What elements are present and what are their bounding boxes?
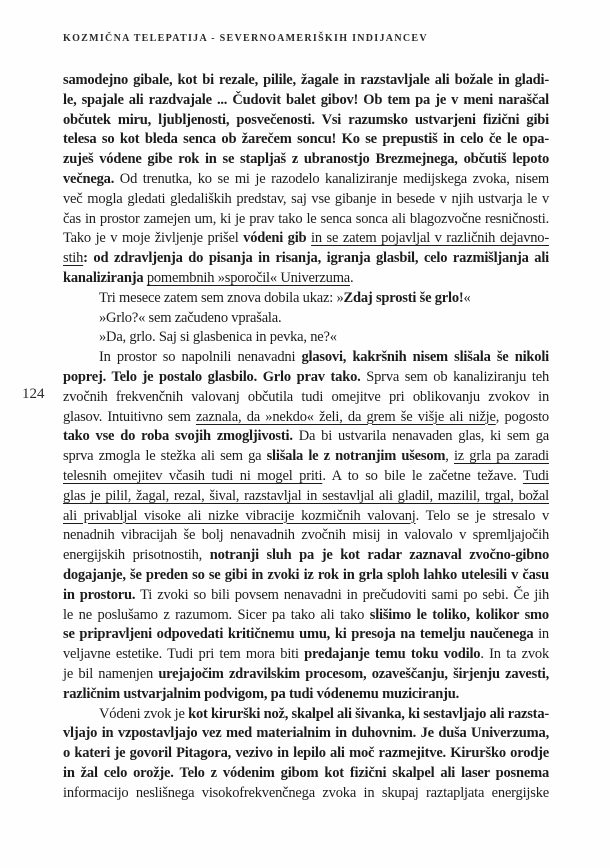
text-line: večnega. Od trenutka, ko se mi je razodelo kanaliziranje medijskega zvoka, nisem — [63, 170, 549, 187]
text-line: vljajo in vzpostavljajo vez med materialnim in duhovnim. Je duša Univerzuma, — [63, 725, 549, 742]
text-line: poprej. Telo je postalo glasbilo. Grlo prav tako. Sprva sem ob kanaliziranju teh — [63, 368, 549, 385]
text-line: in prostoru. Ti zvoki so bili povsem nenavadni in prečudoviti sami po sebi. Če jih — [63, 586, 549, 603]
text-line: Tri mesece zatem sem znova dobila ukaz: »Zdaj sprosti še grlo!« — [99, 289, 471, 306]
text-line: glas je pilil, žagal, rezal, šival, razstavljal in sestavljal ali gladil, mazilil, trgal, božal — [63, 487, 549, 504]
text-line: In prostor so napolnili nenavadni glasovi, kakršnih nisem slišala še nikoli — [99, 349, 550, 366]
text-line: le, spajale ali razdvajale ... Čudovit balet gibov! Ob tem pa je v meni naraščal — [63, 91, 549, 108]
text-line: »Da, grlo. Saj si glasbenica in pevka, ne?« — [99, 329, 337, 346]
text-line: se pripravljeni odpovedati kritičnemu umu, ki presoja na temelju naučenega in — [63, 626, 549, 643]
text-line: energijskih prisotnostih, notranji sluh pa je kot radar zaznaval zvočno-gibno — [63, 547, 549, 564]
text-line: zvočnih frekvenčnih valovanj občutila tudi omejitve pri oblikovanju zvokov in — [63, 388, 549, 405]
text-line: nenadnih vibracijah še bolj nenavadnih zvočnih misij in valovalo v spremljajočih — [63, 527, 549, 544]
text-line: zuješ vódene gibe rok in se stapljaš z ubranostjo Brezmejnega, občutiš lepoto — [63, 151, 549, 168]
text-line: čas in prostor zamejen um, ki je prav tako le senca sonca ali blagozvočne resničnosti. — [63, 210, 549, 227]
body-text — [63, 71, 549, 803]
text-line: več mogla gledati gledaliških predstav, saj vse gibanje in besede v njih ustvarja le v — [63, 190, 549, 207]
text-line: telesa so kot bleda senca ob žarečem soncu! Ko se prepustiš in celo če le opa- — [63, 131, 549, 148]
text-line: ali privabljal visoke ali nizke vibracije kozmičnih valovanj. Telo se je stresalo v — [63, 507, 549, 524]
text-line: glasov. Intuitivno sem zaznala, da »nekdo« želi, da grem še višje ali nižje, pogosto — [63, 408, 549, 425]
running-header: KOZMIČNA TELEPATIJA - SEVERNOAMERIŠKIH INDIJANCEV — [63, 33, 428, 44]
text-line: in žal celo orožje. Telo z vódenim gibom kot fizični skalpel ali laser posnema — [63, 764, 549, 781]
text-line: Tako je v moje življenje prišel vódeni gib in se zatem pojavljal v različnih dejavno- — [63, 230, 549, 247]
text-line: Vódeni zvok je kot kirurški nož, skalpel ali šivanka, ki sestavljajo ali razsta- — [99, 705, 549, 722]
text-line: občutek miru, ljubljenosti, posvečenosti. Vsi razumsko ustvarjeni fizični gibi — [63, 111, 549, 128]
text-line: dogajanje, še preden so se gibi in zvoki iz rok in grla sploh lahko utelesili v času — [63, 566, 549, 583]
text-line: je bil namenjen urejajočim zdravilskim procesom, ozaveščanju, širjenju zavesti, — [63, 665, 549, 682]
text-line: o kateri je govoril Pitagora, vezivo in lepilo ali moč razmejitve. Kirurško orodje — [63, 745, 549, 762]
text-line: telesnih omejitev včasih tudi ni mogel priti. A to so bile le začetne težave. Tudi — [63, 467, 549, 484]
text-line: sprva zmogla le stežka ali sem ga slišala le z notranjim ušesom, iz grla pa zaradi — [63, 448, 549, 465]
text-line: le ne poslušamo z razumom. Sicer pa tako ali tako slišimo le toliko, kolikor smo — [63, 606, 549, 623]
text-line: stih: od zdravljenja do pisanja in risanja, igranja glasbil, celo razmišljanja ali — [63, 250, 549, 267]
text-line: samodejno gibale, kot bi rezale, pilile, žagale in razstavljale ali božale in gladi- — [63, 72, 549, 88]
page-number: 124 — [22, 386, 45, 402]
text-line: tako vse do roba svojih zmogljivosti. Da bi ustvarila nenavaden glas, ki sem ga — [63, 428, 550, 445]
text-line: »Grlo?« sem začudeno vprašala. — [99, 309, 282, 326]
text-line: informacijo neslišnega visokofrekvenčnega zvoka in skupaj raztapljata energijske — [63, 784, 549, 801]
text-line: veljavne estetike. Tudi pri tem mora biti predajanje temu toku vodilo. In ta zvok — [63, 646, 550, 663]
text-line: kanaliziranja pomembnih »sporočil« Univerzuma. — [63, 269, 354, 286]
text-line: različnim ustvarjalnim podvigom, pa tudi vódenemu muziciranju. — [63, 685, 460, 702]
